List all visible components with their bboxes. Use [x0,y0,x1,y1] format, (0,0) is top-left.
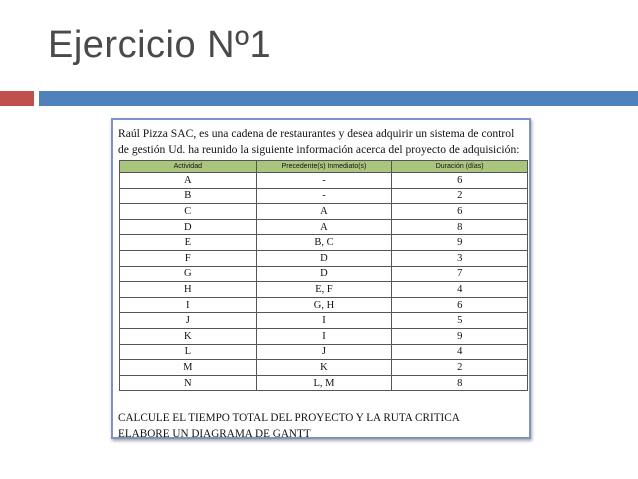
table-row [120,188,528,204]
slide-title: Ejercicio Nº1 [48,24,272,66]
cell-duration: 2 [392,188,528,204]
table-row [120,266,528,282]
cell-duration: 5 [392,313,528,329]
cell-activity: G [120,266,257,282]
table-row [120,297,528,313]
problem-intro [118,126,528,158]
cell-predecessors: - [256,188,392,204]
cell-duration: 6 [392,297,528,313]
instruction-line: ELABORE UN DIAGRAMA DE GANTT [118,428,311,440]
cell-predecessors: A [256,204,392,220]
cell-activity: E [120,235,257,251]
cell-duration: 8 [392,219,528,235]
header-predecessors: Precedente(s) Inmediato(s) [256,161,392,173]
table-row [120,219,528,235]
table-row [120,375,528,391]
cell-predecessors: J [256,344,392,360]
cell-predecessors: K [256,360,392,376]
table-body [120,173,528,391]
table-row [120,282,528,298]
table-row [120,250,528,266]
cell-predecessors: D [256,266,392,282]
intro-line: Raúl Pizza SAC, es una cadena de restaurantes y desea adquirir un sistema de control [118,127,515,140]
cell-duration: 3 [392,250,528,266]
cell-predecessors: L, M [256,375,392,391]
cell-activity: J [120,313,257,329]
cell-duration: 6 [392,173,528,189]
problem-instructions [118,410,528,442]
table-row [120,344,528,360]
cell-activity: D [120,219,257,235]
cell-activity: B [120,188,257,204]
cell-predecessors: E, F [256,282,392,298]
cell-duration: 4 [392,282,528,298]
cell-activity: K [120,328,257,344]
cell-activity: M [120,360,257,376]
cell-predecessors: G, H [256,297,392,313]
table-row [120,235,528,251]
table-row [120,204,528,220]
cell-duration: 8 [392,375,528,391]
title-accent-bar-blue [39,91,638,106]
cell-predecessors: I [256,313,392,329]
table-row [120,173,528,189]
cell-duration: 6 [392,204,528,220]
cell-activity: A [120,173,257,189]
header-duration: Duración (días) [392,161,528,173]
cell-predecessors: I [256,328,392,344]
instruction-line: CALCULE EL TIEMPO TOTAL DEL PROYECTO Y LA RUTA CRITICA [118,412,460,424]
cell-activity: L [120,344,257,360]
cell-duration: 9 [392,328,528,344]
cell-predecessors: D [256,250,392,266]
table-header-row [120,161,528,173]
header-activity: Actividad [120,161,257,173]
cell-duration: 2 [392,360,528,376]
cell-duration: 4 [392,344,528,360]
title-accent-bar-red [0,91,34,106]
table-row [120,328,528,344]
cell-predecessors: A [256,219,392,235]
intro-line: de gestión Ud. ha reunido la siguiente información acerca del proyecto de adquisición: [118,143,520,156]
cell-activity: N [120,375,257,391]
cell-predecessors: B, C [256,235,392,251]
cell-duration: 7 [392,266,528,282]
cell-activity: I [120,297,257,313]
exercise-image-frame [111,118,531,439]
cell-duration: 9 [392,235,528,251]
cell-activity: C [120,204,257,220]
cell-activity: F [120,250,257,266]
cell-predecessors: - [256,173,392,189]
activities-table [119,160,528,391]
table-row [120,360,528,376]
cell-activity: H [120,282,257,298]
table-row [120,313,528,329]
